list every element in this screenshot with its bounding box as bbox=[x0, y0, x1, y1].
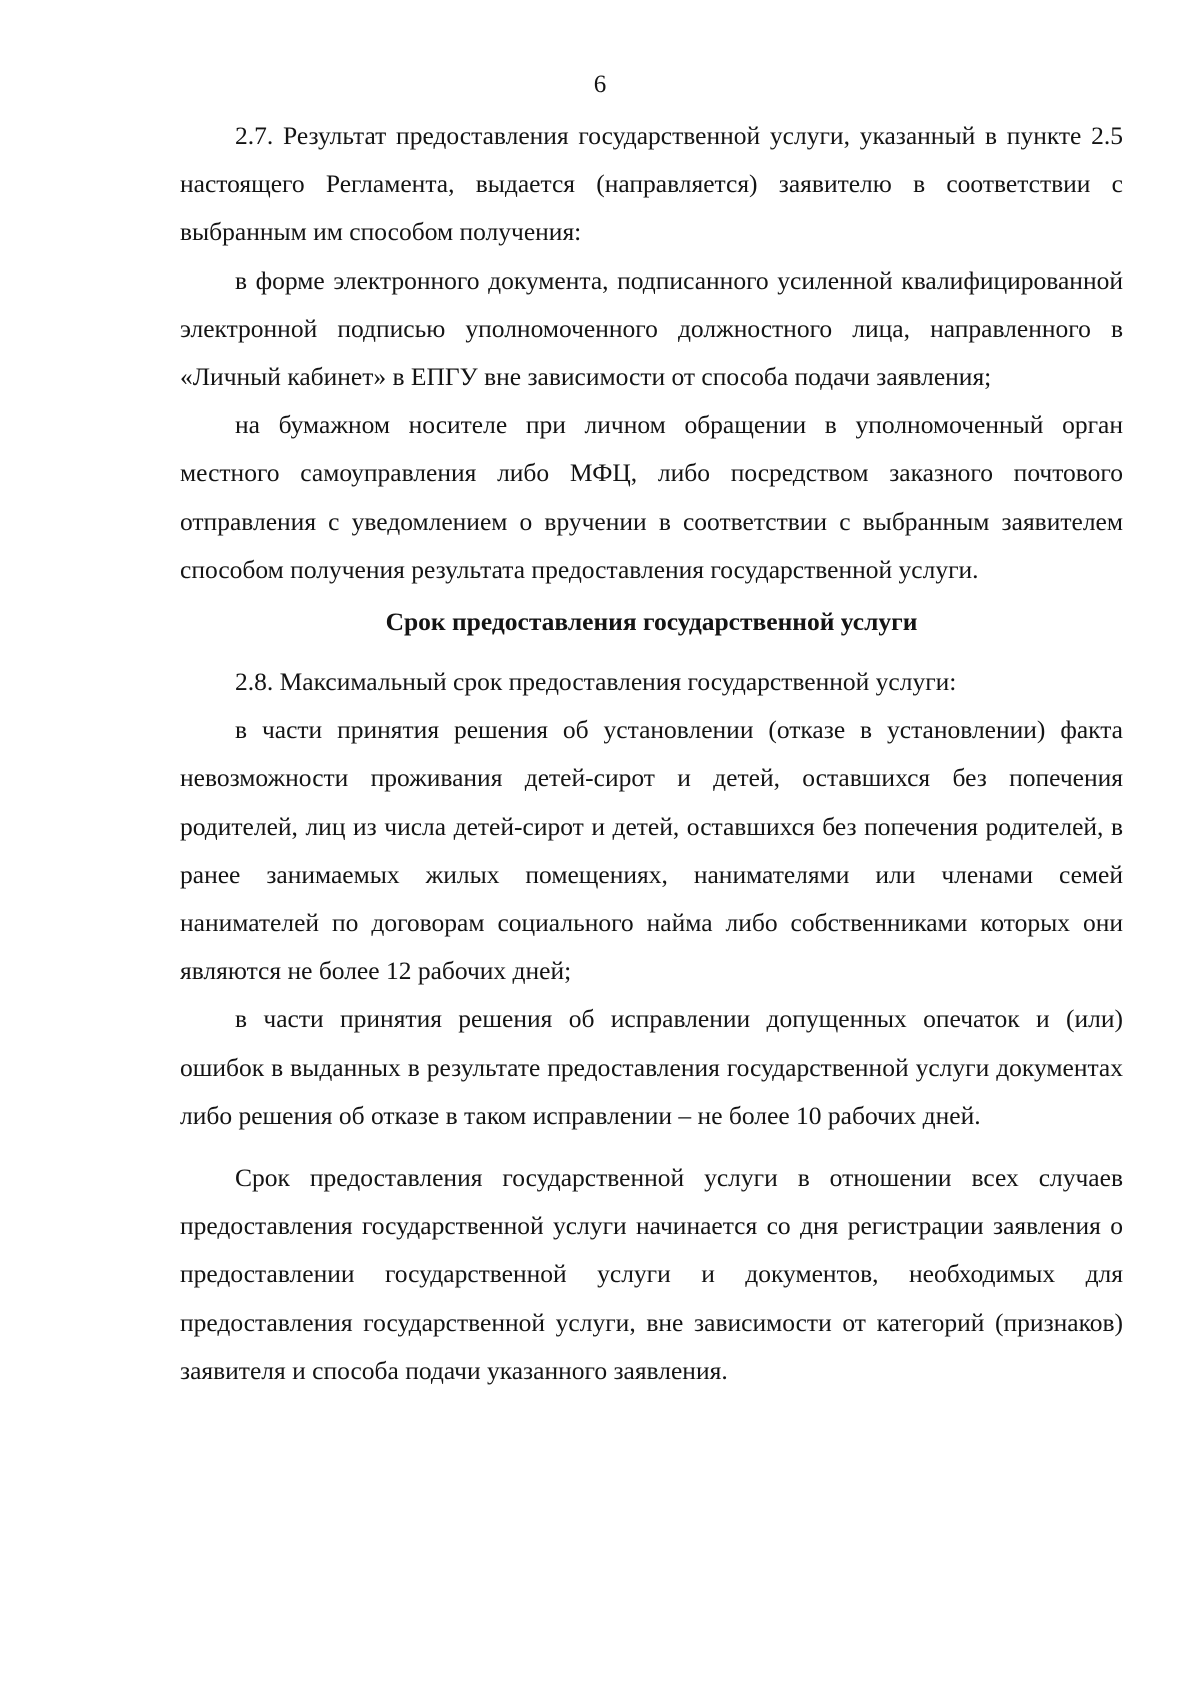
paragraph-electronic-form: в форме электронного документа, подписанного усиленной квалифицированной электронной подписью уполномоченного должностного лица, направленного в «Личный кабинет» в ЕПГУ вне зависимости от способа подачи заявления; bbox=[180, 265, 1123, 392]
paragraph-term-start: Срок предоставления государственной услуги в отношении всех случаев предоставления государственной услуги начинается со дня регистрации заявления о предоставлении государственной услуги и документов, необходимых для предоставления государственной услуги, вне зависимости от категорий (признаков) заявителя и способа подачи указанного заявления. bbox=[180, 1163, 1123, 1385]
page-number: 6 bbox=[593, 71, 607, 98]
paragraph-decision-term: в части принятия решения об установлении (отказе в установлении) факта невозможности проживания детей-сирот и детей, оставшихся без попечения родителей, лиц из числа детей-сирот и детей, оставшихся без попечения родителей, в ранее занимаемых жилых помещениях, нанимателями или членами семей нанимателей по договорам социального найма либо собственниками которых они являются не более 12 рабочих дней; bbox=[180, 715, 1123, 986]
paragraph-2-8: 2.8. Максимальный срок предоставления государственной услуги: bbox=[235, 667, 957, 697]
paragraph-2-7: 2.7. Результат предоставления государственной услуги, указанный в пункте 2.5 настоящего Регламента, выдается (направляется) заявителю в соответствии с выбранным им способом получения: bbox=[180, 121, 1123, 247]
paragraph-correction-term: в части принятия решения об исправлении допущенных опечаток и (или) ошибок в выданных в результате предоставления государственной услуги документах либо решения об отказе в таком исправлении – не более 10 рабочих дней. bbox=[180, 1004, 1123, 1130]
section-heading: Срок предоставления государственной услуги bbox=[385, 607, 918, 637]
paragraph-paper-form: на бумажном носителе при личном обращении в уполномоченный орган местного самоуправления либо МФЦ, либо посредством заказного почтового отправления с уведомлением о вручении в соответствии с выбранным заявителем способом получения результата предоставления государственной услуги. bbox=[180, 410, 1123, 584]
document-body bbox=[180, 112, 1123, 1395]
